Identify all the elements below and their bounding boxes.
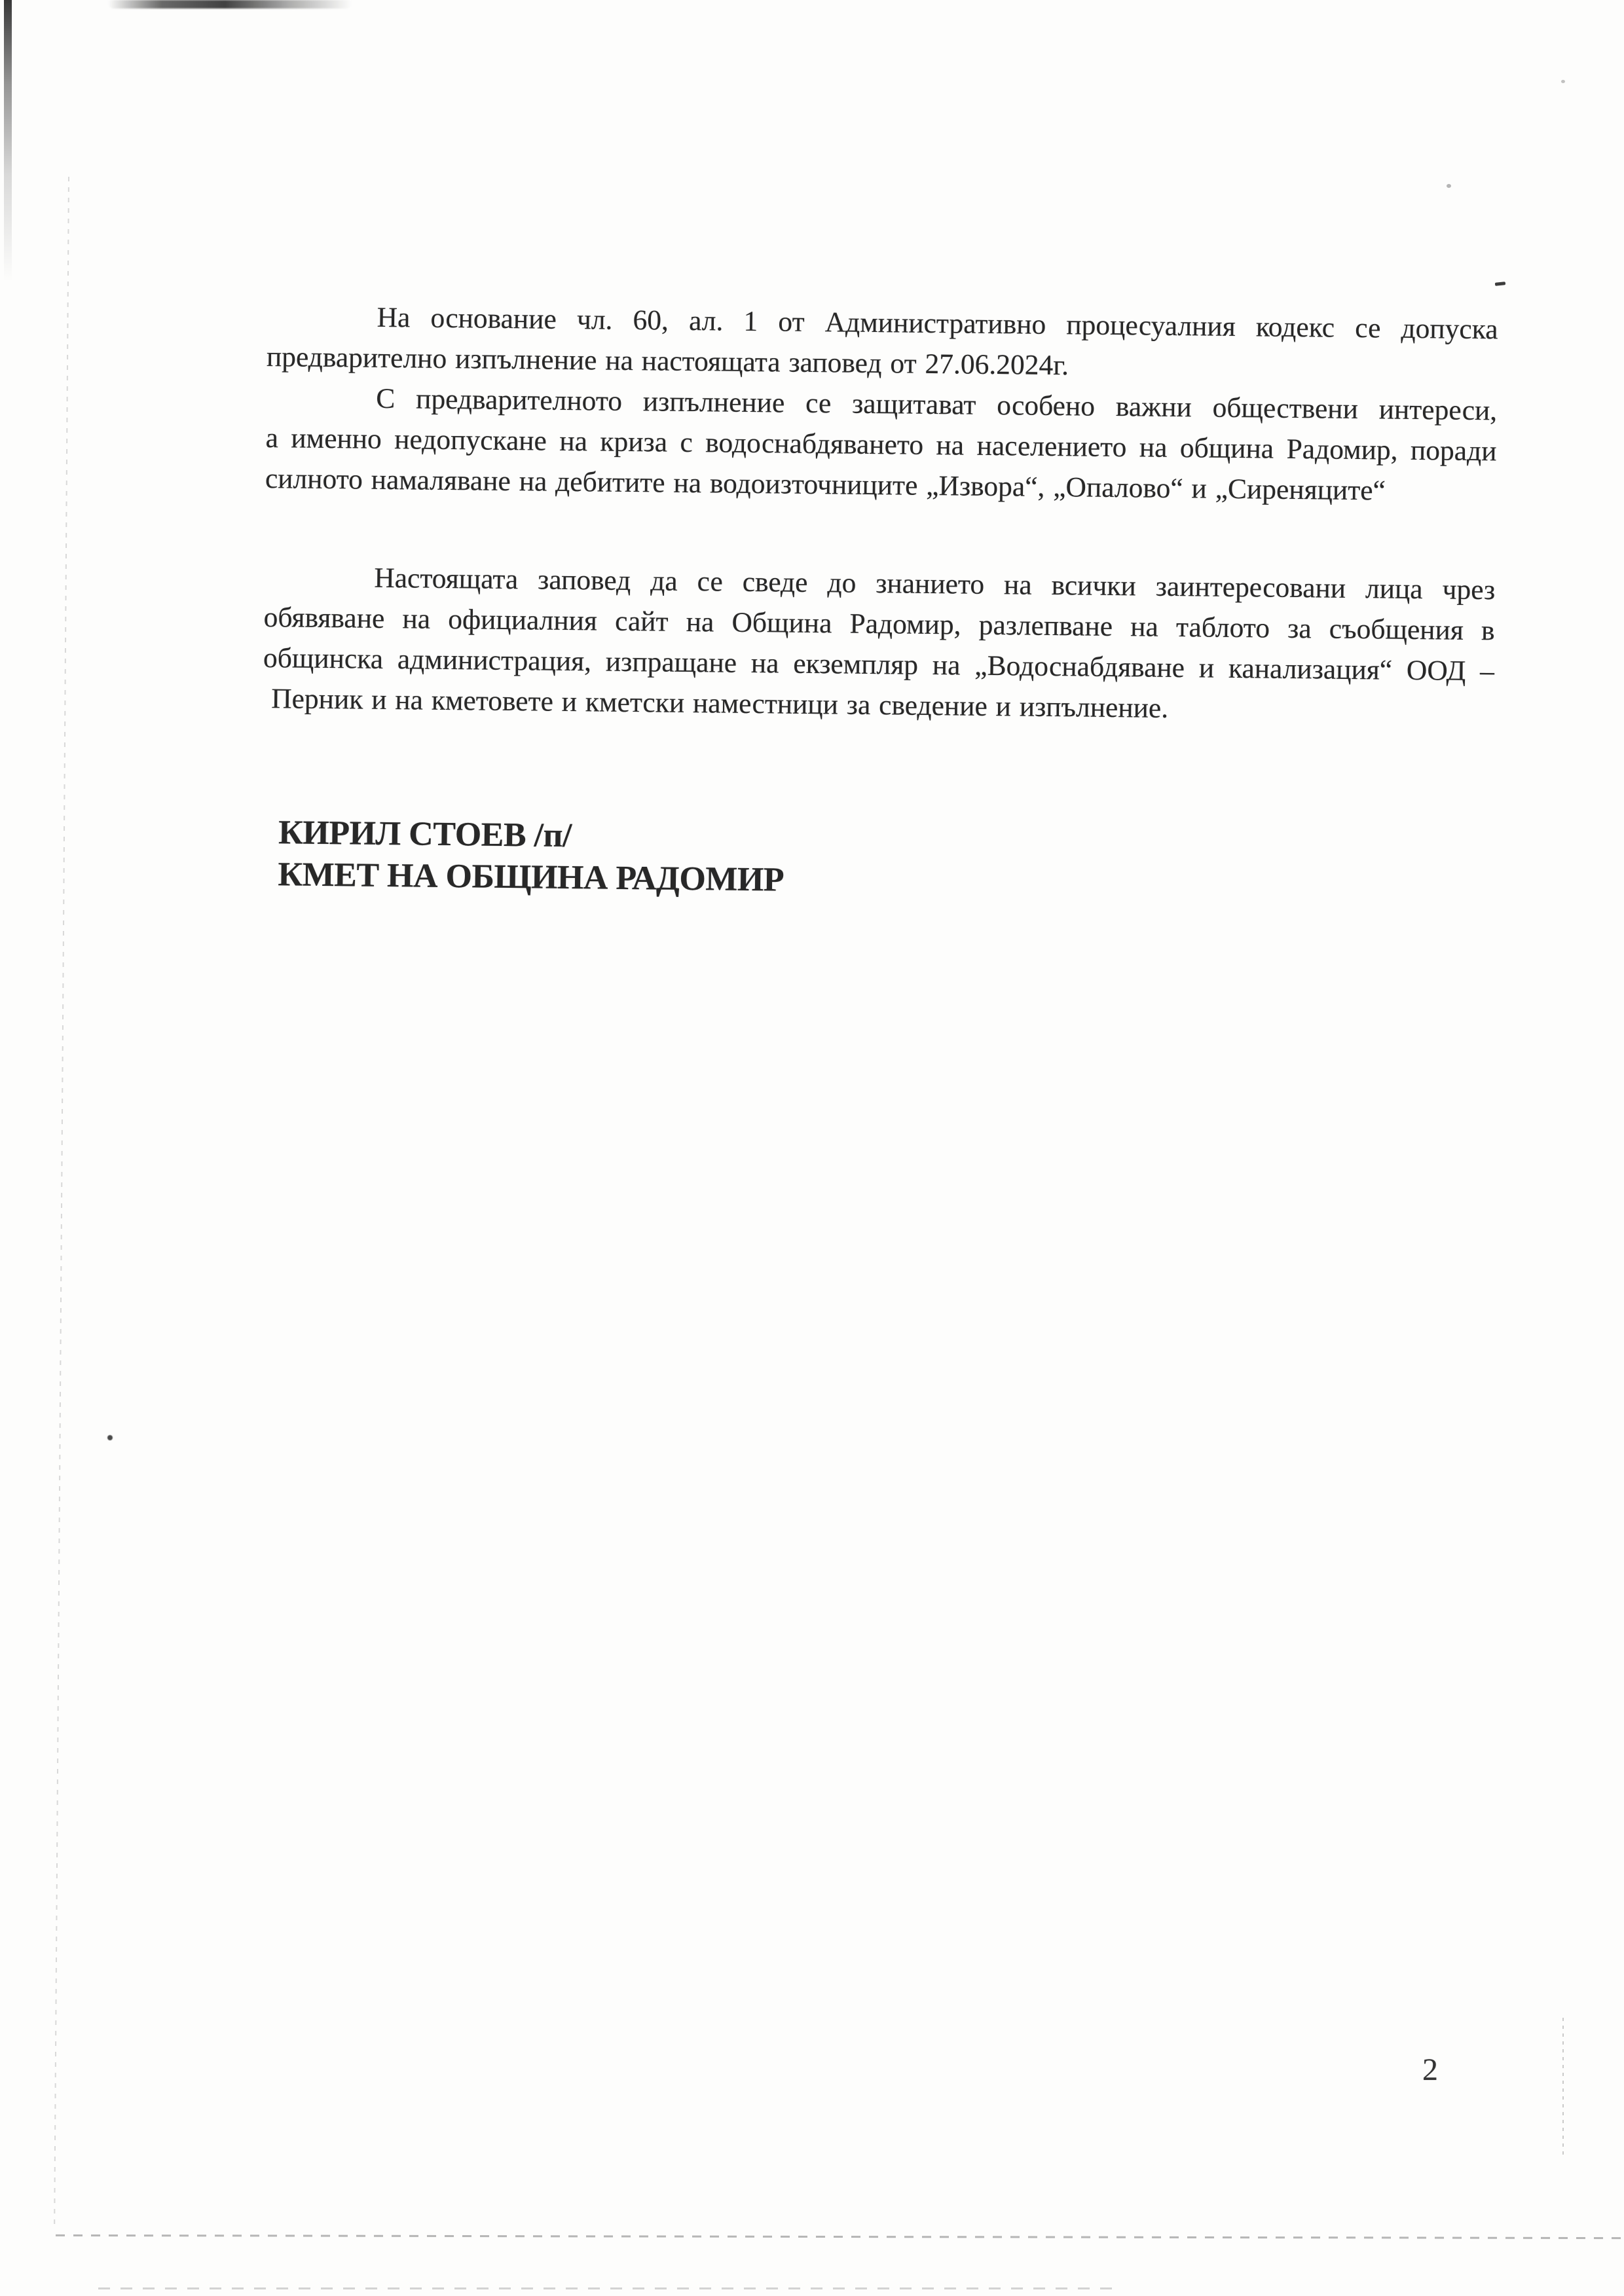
scan-artifact-top-smudge	[108, 0, 352, 9]
signature-name: КИРИЛ СТОЕВ /п/	[278, 814, 572, 855]
scan-artifact-bottom-edge-line	[98, 2287, 1120, 2289]
signature-title: КМЕТ НА ОБЩИНА РАДОМИР	[278, 856, 784, 899]
scan-artifact-vertical-line-left	[54, 177, 69, 2226]
document-body	[261, 296, 1498, 909]
scan-artifact-dash-speck	[1495, 282, 1505, 286]
scan-artifact-bottom-dotted-line	[56, 2234, 1624, 2239]
scan-artifact-left-edge-bar	[4, 0, 12, 282]
scan-artifact-dot-speck-1	[1447, 184, 1451, 188]
scan-artifact-dot-speck-3	[1561, 80, 1565, 83]
paragraph-public-interest-justification: С предварителното изпълнение се защитават особено важни обществени интереси, а именно недопускане на криза с водоснабдяването на населението на община Радомир, поради силното намаляване на дебитите на водоизточниците „Извора“, „Опалово“ и „Сиреняците“	[265, 382, 1498, 507]
paragraph-legal-basis: На основание чл. 60, ал. 1 от Административно процесуалния кодекс се допуска предварително изпълнение на настоящата заповед от 27.06.2024г.	[266, 301, 1498, 382]
scan-artifact-dot-speck-2	[107, 1435, 113, 1440]
scan-artifact-vertical-line-right	[1562, 2018, 1564, 2155]
paragraph-notification-instructions: Настоящата заповед да се сведе до знанието на всички заинтересовани лица чрез обявяване на официалния сайт на Община Радомир, разлепване на таблото за съобщения в общинска администрация, изпращане на екземпляр на „Водоснабдяване и канализация“ ООД – Перник и на кметовете и кметски наместници за сведение и изпълнение.	[263, 562, 1496, 724]
signature-block	[278, 812, 1492, 909]
page-number: 2	[1422, 2052, 1438, 2087]
